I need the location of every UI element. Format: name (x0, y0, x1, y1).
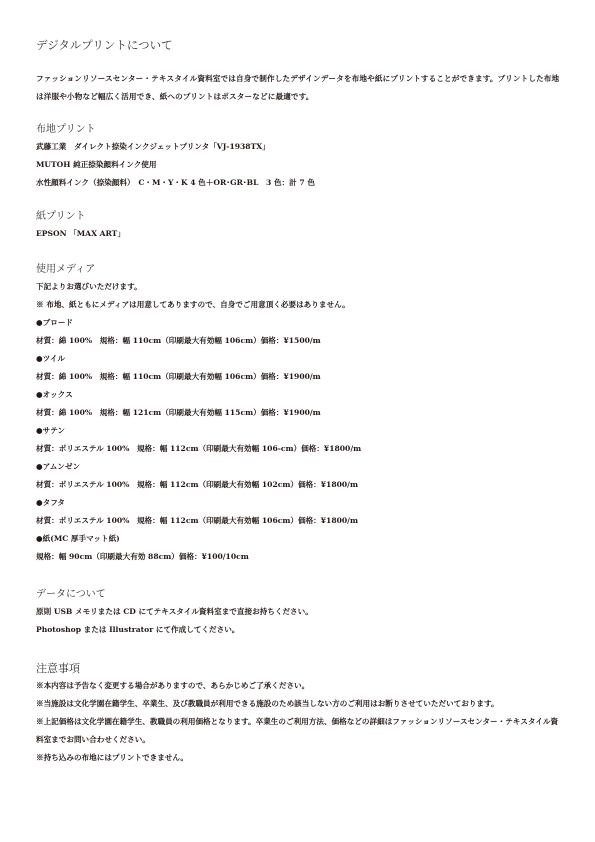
section-data (36, 587, 564, 639)
text-line: MUTOH 純正捺染顔料インク使用 (36, 160, 157, 169)
note-line: ※本内容は予告なく変更する場合がありますので、あらかじめご了承ください。 (36, 681, 310, 690)
section-notes (36, 661, 564, 767)
text-line: ※ 布地、紙ともにメディアは用意してありますので、自身でご用意頂く必要はありません。 (36, 300, 350, 309)
section-heading-cloth-print: 布地プリント (36, 124, 96, 135)
section-cloth-print (36, 122, 564, 192)
media-item-spec: 材質：綿 100% 規格：幅 110cm（印刷最大有効幅 106cm）価格：¥1900/m (36, 372, 321, 381)
media-item-title: ●ブロード (36, 318, 74, 327)
page-title: デジタルプリントについて (36, 38, 173, 52)
intro-paragraph: ファッションリソースセンター・テキスタイル資料室では自身で制作したデザインデータを布地や紙にプリントすることができます。プリントした布地は洋服や小物など幅広く活用でき、紙へのプリントはポスターなどに最適です。 (36, 74, 560, 101)
section-heading-notes: 注意事項 (36, 662, 80, 675)
text-line: EPSON 「MAX ART」 (36, 229, 125, 238)
media-item-title: ●ツイル (36, 354, 66, 363)
note-line: ※上記価格は文化学園在籍学生、教職員の利用価格となります。卒業生のご利用方法、価格などの詳細はファッションリソースセンター・テキスタイル資料室までお問い合わせください。 (36, 717, 559, 744)
text-line: 武藤工業 ダイレクト捺染インクジェットプリンタ「VJ-1938TX」 (36, 142, 270, 151)
media-item-spec: 規格：幅 90cm（印刷最大有効 88cm）価格：¥100/10cm (36, 552, 249, 561)
section-heading-paper-print: 紙プリント (36, 211, 86, 222)
media-item-title: ●オックス (36, 390, 73, 399)
media-item-spec: 材質：綿 100% 規格：幅 121cm（印刷最大有効幅 115cm）価格：¥1900/m (36, 408, 321, 417)
note-line: ※持ち込みの布地にはプリントできません。 (36, 753, 189, 762)
section-media (36, 262, 564, 566)
media-item-title: ●サテン (36, 426, 66, 435)
media-item-title: ●タフタ (36, 498, 65, 507)
text-line: 水性顔料インク（捺染顔料） C・M・Y・K 4 色＋OR･GR･BL 3 色：計 7 色 (36, 178, 315, 187)
section-heading-media: 使用メディア (36, 264, 96, 275)
media-item-title: ●紙(MC 厚手マット紙) (36, 534, 120, 543)
media-item-spec: 材質：綿 100% 規格：幅 110cm（印刷最大有効幅 106cm）価格：¥1500/m (36, 336, 321, 345)
note-line: ※当施設は文化学園在籍学生、卒業生、及び教職員が利用できる施設のため該当しない方のご利用はお断りさせていただいております。 (36, 699, 499, 708)
media-item-spec: 材質：ポリエステル 100% 規格：幅 112cm（印刷最大有効幅 106-cm）価格：¥1800/m (36, 444, 362, 453)
text-line: Photoshop または Illustrator にて作成してください。 (36, 625, 240, 634)
media-item-spec: 材質：ポリエステル 100% 規格：幅 112cm（印刷最大有効幅 106cm）価格：¥1800/m (36, 516, 358, 525)
media-item-title: ●アムンゼン (36, 462, 81, 471)
section-paper-print (36, 209, 564, 243)
section-heading-data: データについて (36, 589, 106, 600)
media-item-spec: 材質：ポリエステル 100% 規格：幅 112cm（印刷最大有効幅 102cm）価格：¥1800/m (36, 480, 358, 489)
text-line: 下記よりお選びいただけます。 (36, 282, 142, 291)
text-line: 原則 USB メモリまたは CD にてテキスタイル資料室まで直接お持ちください。 (36, 607, 313, 616)
document-page (36, 36, 564, 767)
